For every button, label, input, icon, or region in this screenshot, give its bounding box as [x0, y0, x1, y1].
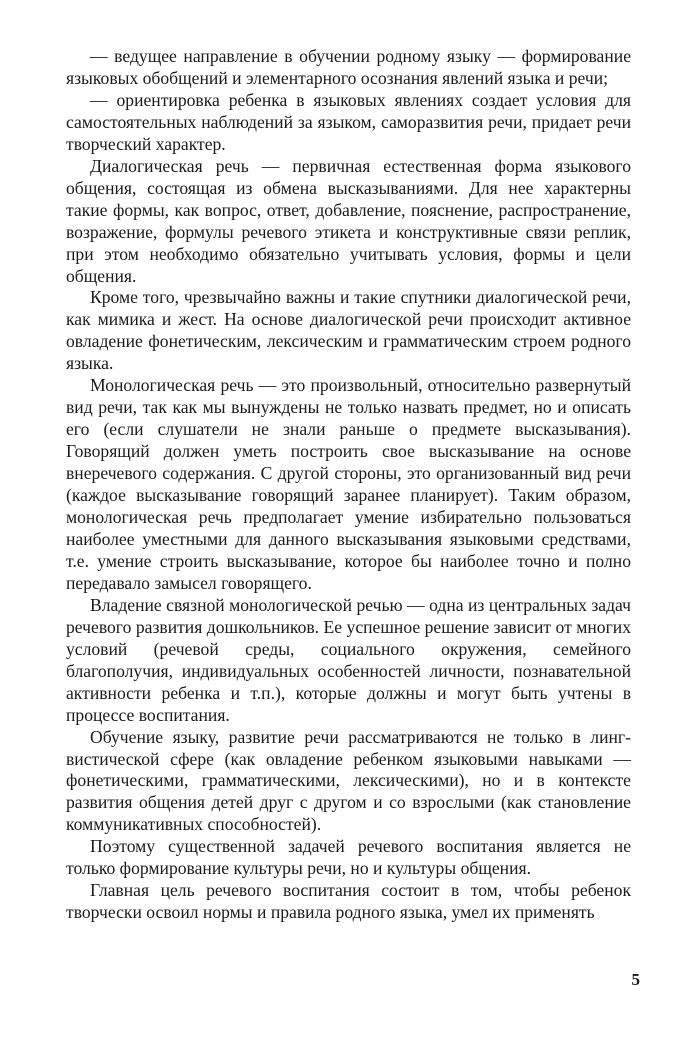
paragraph-2: — ориентировка ребенка в языковых явлениях создает условия для самостоятельных наблюдений за языком, саморазвития речи, придает речи творческий характер.: [66, 89, 631, 154]
paragraph-4: Кроме того, чрезвычайно важны и такие спутники диалогической речи, как мимика и жест. На основе диалогической речи происходит активное овладение фонетическим, лексическим и грамматическим строем родного языка.: [66, 287, 631, 374]
paragraph-7: Обучение языку, развитие речи рассматриваются не только в лингвистической сфере (как овладение ребенком языковыми навыками — фонетическими, грамматическими, лексическими), но и в контексте развития общения детей друг с другом и со взрослыми (как становление коммуникативных способностей).: [66, 726, 631, 835]
paragraph-1: — ведущее направление в обучении родному языку — формирование языковых обобщений и элементарного осознания явлений языка и речи;: [66, 46, 631, 88]
paragraph-5: Монологическая речь — это произвольный, относительно развернутый вид речи, так как мы вынуждены не только назвать предмет, но и описать его (если слушатели не знали раньше о предмете высказывания). Говорящий должен уметь построить свое высказывание на основе внеречевого содержания. С другой стороны, это организованный вид речи (каждое высказывание говорящий заранее планирует). Таким образом, монологическая речь предполагает умение избирательно пользоваться наиболее уместными для данного высказывания языковыми средствами, т.е. умение строить высказывание, которое бы наиболее точно и полно передавало замысел говорящего.: [66, 375, 631, 593]
page-number: 5: [631, 970, 640, 989]
paragraph-9: Главная цель речевого воспитания состоит в том, чтобы ребенок творчески освоил нормы и правила родного языка, умел их применять: [66, 880, 631, 923]
paragraph-3: Диалогическая речь — первичная естественная форма языкового общения, состоящая из обмена высказываниями. Для нее характерны такие формы, как вопрос, ответ, добавление, пояснение, распространение, возражение, формулы речевого этикета и конструктивные связи реплик, при этом необходимо обязательно учитывать условия, формы и цели общения.: [66, 155, 631, 286]
paragraph-8: Поэтому существенной задачей речевого воспитания является не только формирование культуры речи, но и культуры общения.: [66, 836, 631, 879]
body-text: [66, 46, 631, 924]
paragraph-6: Владение связной монологической речью — одна из центральных задач речевого развития дошкольников. Ее успешное решение зависит от многих условий (речевой среды, социального окружения, семейного благополучия, индивидуальных особенностей личности, познавательной активности ребенка и т.п.), которые должны и могут быть учтены в процессе воспитания.: [66, 594, 631, 725]
